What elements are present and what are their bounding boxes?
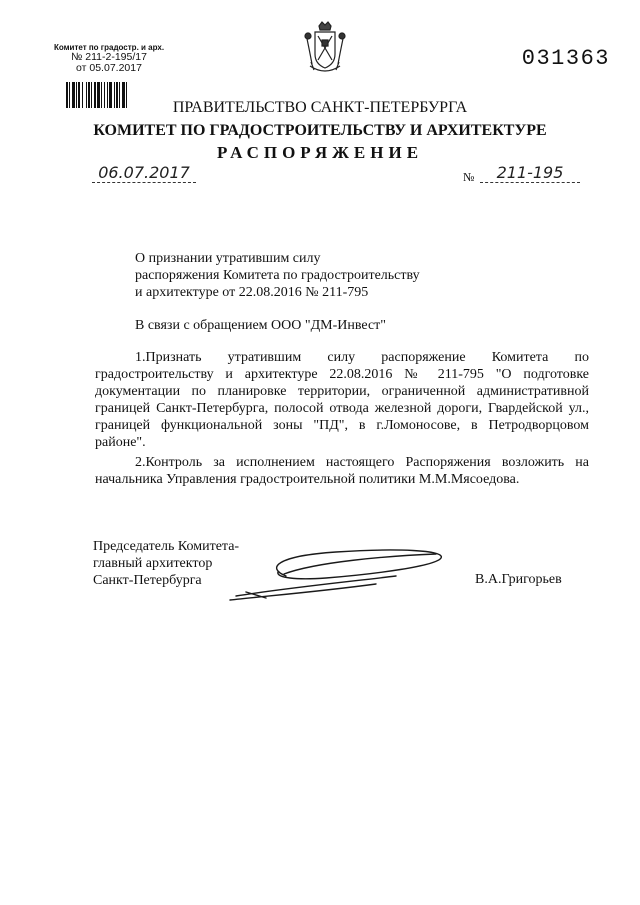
stamp-line-3: от 05.07.2017 xyxy=(76,62,142,75)
registration-stamp xyxy=(44,44,174,74)
reason-line: В связи с обращением ООО "ДМ-Инвест" xyxy=(135,318,386,333)
paragraph-text: 1.Признать утратившим силу распоряжение Комитета по градостроительству и архитектуре 22.08.2016 № 211-795 "О подготовке документации по планировке территории, ограниченной административной границей Санкт-Петербурга, полосой отвода железной дороги, Гвардейской ул., границей функциональной зоны "ПД", в г.Ломоносове, в Петродворцовом районе". xyxy=(95,350,589,450)
spb-emblem-icon xyxy=(302,20,348,76)
committee-title: КОМИТЕТ ПО ГРАДОСТРОИТЕЛЬСТВУ И АРХИТЕКТУРЕ xyxy=(93,122,547,139)
document-type: РАСПОРЯЖЕНИЕ xyxy=(216,143,424,162)
stamp-line-2: № 211-2-195/17 xyxy=(71,51,147,64)
stamp-line-1: Комитет по градостр. и арх. xyxy=(53,43,165,52)
signatory-title-line: главный архитектор xyxy=(93,556,213,571)
document-subject xyxy=(135,250,420,301)
subject-line: О признании утратившим силу xyxy=(135,251,321,266)
subject-line: и архитектуре от 22.08.2016 № 211-795 xyxy=(135,285,369,300)
signatory-title-line: Санкт-Петербурга xyxy=(93,573,202,588)
signer-name: В.А.Григорьев xyxy=(475,572,562,587)
paragraph-text: 2.Контроль за исполнением настоящего Распоряжения возложить на начальника Управления градостроительной политики М.М.Мясоедова. xyxy=(95,455,589,487)
paragraph-2 xyxy=(95,454,589,488)
document-serial-number: 031363 xyxy=(521,46,610,71)
signatory-title-line: Председатель Комитета- xyxy=(93,539,240,554)
number-label: № xyxy=(463,170,475,184)
government-title: ПРАВИТЕЛЬСТВО САНКТ-ПЕТЕРБУРГА xyxy=(172,99,468,116)
signatory-title xyxy=(93,538,239,589)
handwritten-number: 211-195 xyxy=(480,163,580,183)
handwritten-date: 06.07.2017 xyxy=(92,163,196,183)
paragraph-1 xyxy=(95,349,589,451)
handwritten-signature-icon xyxy=(226,538,466,608)
subject-line: распоряжения Комитета по градостроительству xyxy=(135,268,420,283)
